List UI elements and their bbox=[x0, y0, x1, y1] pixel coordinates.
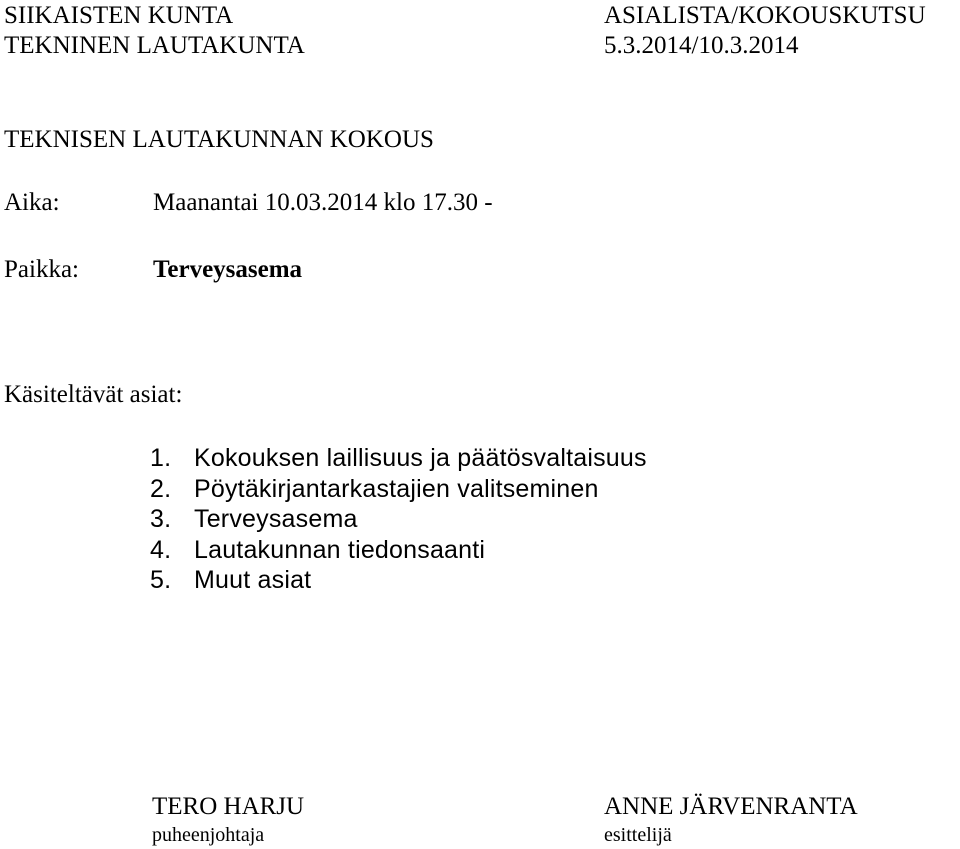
agenda-item bbox=[150, 535, 647, 569]
agenda-item bbox=[150, 568, 647, 599]
chairperson-name: TERO HARJU bbox=[152, 793, 305, 820]
agenda-item-text: Muut asiat bbox=[194, 566, 312, 594]
presenter-role: esittelijä bbox=[604, 824, 672, 846]
agenda-item-text: Lautakunnan tiedonsaanti bbox=[194, 535, 486, 564]
agenda-item bbox=[150, 446, 647, 477]
agenda-item-number: 2. bbox=[150, 474, 172, 503]
time-value: Maanantai 10.03.2014 klo 17.30 - bbox=[153, 189, 493, 216]
committee-name: TEKNINEN LAUTAKUNTA bbox=[4, 32, 305, 59]
agenda-item-number: 5. bbox=[150, 566, 172, 594]
place-label: Paikka: bbox=[4, 256, 79, 283]
meeting-title: TEKNISEN LAUTAKUNNAN KOKOUS bbox=[4, 126, 434, 153]
agenda-item bbox=[150, 474, 647, 508]
agenda-item bbox=[150, 507, 647, 538]
place-value: Terveysasema bbox=[153, 256, 303, 283]
chairperson-role: puheenjohtaja bbox=[152, 824, 265, 846]
agenda-item-number: 3. bbox=[150, 505, 172, 533]
time-label: Aika: bbox=[4, 189, 60, 216]
presenter-name: ANNE JÄRVENRANTA bbox=[604, 793, 858, 820]
organization-name: SIIKAISTEN KUNTA bbox=[4, 2, 234, 29]
agenda-item-text: Kokouksen laillisuus ja päätösvaltaisuus bbox=[194, 444, 647, 472]
document-type: ASIALISTA/KOKOUSKUTSU bbox=[604, 2, 926, 29]
agenda-heading: Käsiteltävät asiat: bbox=[4, 381, 183, 408]
agenda-item-number: 4. bbox=[150, 535, 172, 564]
agenda-item-number: 1. bbox=[150, 444, 172, 472]
agenda-item-text: Pöytäkirjantarkastajien valitseminen bbox=[194, 474, 599, 503]
document-dates: 5.3.2014/10.3.2014 bbox=[604, 32, 799, 59]
agenda-list bbox=[150, 446, 647, 599]
agenda-item-text: Terveysasema bbox=[194, 505, 358, 533]
